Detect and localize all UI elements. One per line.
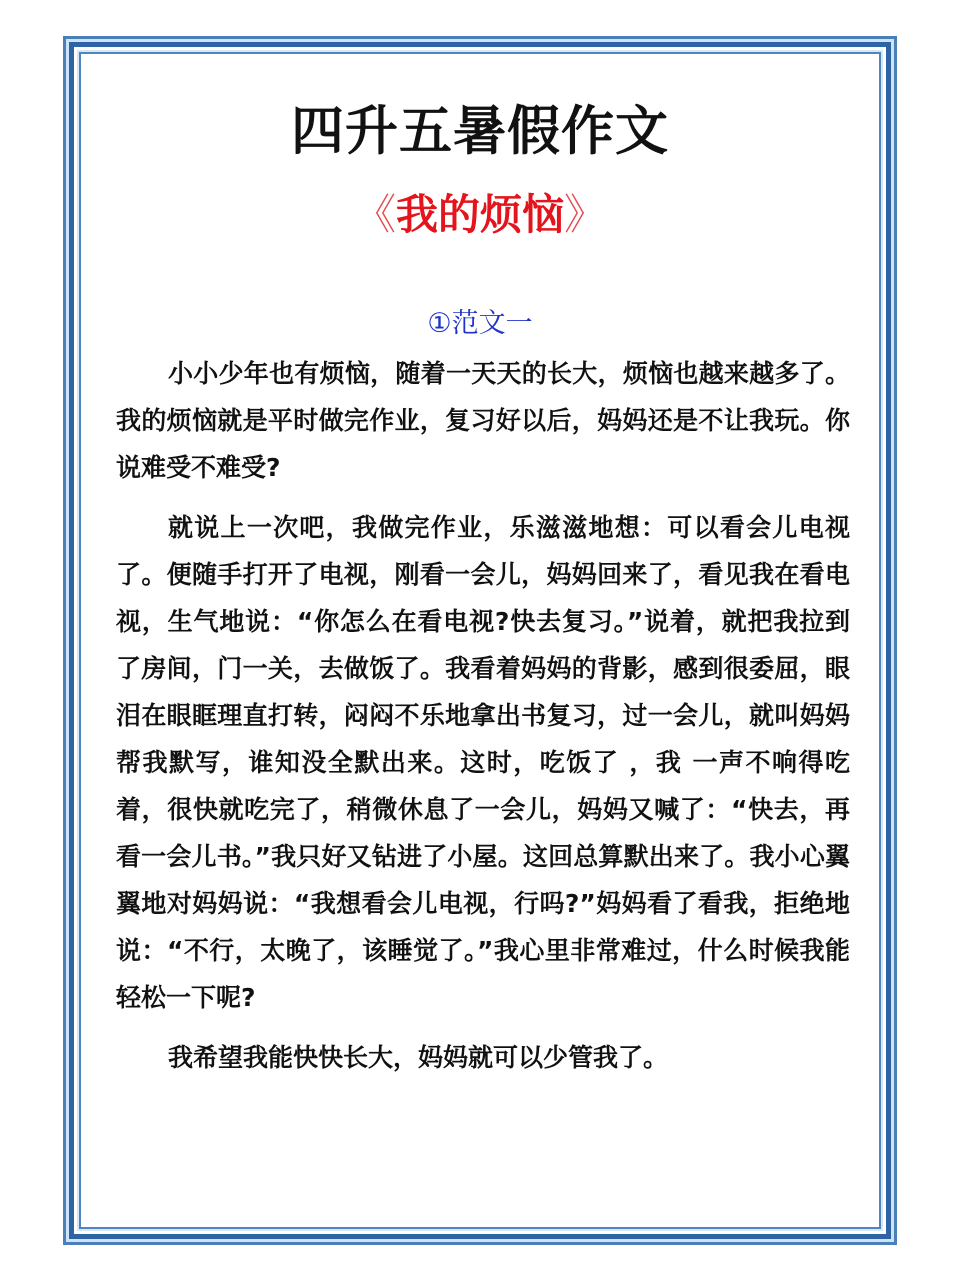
essay-title — [0, 188, 960, 242]
essay-paragraph-3: 我希望我能快快长大，妈妈就可以少管我了。 — [168, 1043, 669, 1072]
essay-paragraph-2: 就说上一次吧，我做完作业，乐滋滋地想：可以看会儿电视了。便随手打开了电视，刚看一会儿，妈妈回来了，看见我在看电视，生气地说：“你怎么在看电视?快去复习。”说着，就把我拉到了房间，门一关，去做饭了。我看着妈妈的背影，感到很委屈，眼泪在眼眶理直打转，闷闷不乐地拿出书复习，过一会儿，就叫妈妈帮我默写，谁知没全默出来。这时，吃饭了 ，我 一声不响得吃着，很快就吃完了，稍微休息了一会儿，妈妈又喊了：“快去，再看一会儿书。”我只好又钻进了小屋。这回总算默出来了。我小心翼翼地对妈妈说：“我想看会儿电视，行吗?”妈妈看了看我，拒绝地说：“不行，太晚了，该睡觉了。”我心里非常难过，什么时候我能 轻松一下呢? — [116, 513, 850, 1012]
essay-title-text: 我的烦恼 — [395, 190, 564, 239]
close-title-bracket: 》 — [564, 190, 607, 239]
section-heading-sample-one: ①范文一 — [427, 308, 533, 339]
essay-body — [116, 350, 850, 1094]
essay-paragraph-1: 小小少年也有烦恼，随着一天天的长大，烦恼也越来越多了。我的烦恼就是平时做完作业，复习好以后，妈妈还是不让我玩。你说难受不难受? — [116, 359, 850, 482]
page-title: 四升五暑假作文 — [291, 101, 669, 162]
open-title-bracket: 《 — [353, 190, 396, 239]
